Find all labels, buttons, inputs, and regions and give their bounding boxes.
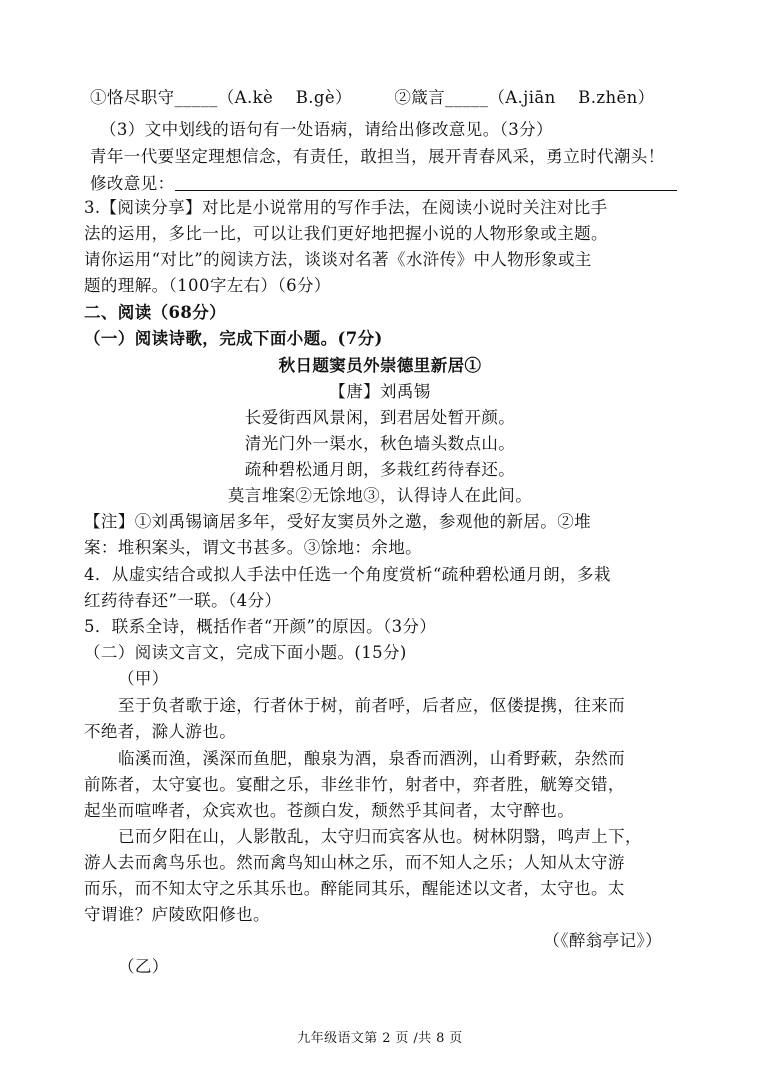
part2-heading: （二）阅读文言文，完成下面小题。(15分) <box>84 643 407 662</box>
poem-title: 秋日题窦员外崇德里新居① <box>278 356 482 375</box>
passage-line-8: 而乐，而不知太守之乐其乐也。醉能同其乐，醒能述以文者，太守也。太 <box>84 879 625 898</box>
part1-heading: （一）阅读诗歌，完成下面小题。(7分) <box>84 329 383 348</box>
q3-reading-share-line-1: 3.【阅读分享】对比是小说常用的写作手法，在阅读小说时关注对比手 <box>84 198 608 217</box>
poem-author: 【唐】刘禹锡 <box>329 382 431 401</box>
passage-line-2: 不绝者，滁人游也。 <box>84 722 237 741</box>
poem-line-1: 长爱街西风景闲，到君居处暂开颜。 <box>244 408 516 427</box>
pinyin-question-line: ①恪尽职守_____（A.kè B.gè） ②箴言_____（A.jiān B.zhēn） <box>90 88 655 107</box>
passage-line-9: 守谓谁？庐陵欧阳修也。 <box>84 905 270 924</box>
q5: 5．联系全诗，概括作者“开颜”的原因。（3分） <box>84 617 437 636</box>
poem-line-3: 疏种碧松通月朗，多栽红药待春还。 <box>244 460 516 479</box>
q3-reading-share-line-4: 题的理解。（100字左右）（6分） <box>84 276 331 295</box>
poem-note-line-2: 案：堆积案头，谓文书甚多。③馀地：余地。 <box>84 538 422 557</box>
yi-label: （乙） <box>118 957 169 976</box>
poem-line-4: 莫言堆案②无馀地③，认得诗人在此间。 <box>227 486 533 505</box>
passage-line-4: 前陈者，太守宴也。宴酣之乐，非丝非竹，射者中，弈者胜，觥筹交错， <box>84 775 625 794</box>
q3-prompt: （3）文中划线的语句有一处语病，请给出修改意见。（3分） <box>100 120 553 139</box>
passage-line-7: 游人去而禽鸟乐也。然而禽鸟知山林之乐，而不知人之乐；人知从太守游 <box>84 853 625 872</box>
q3-reading-share-line-3: 请你运用“对比”的阅读方法，谈谈对名著《水浒传》中人物形象或主 <box>84 250 592 269</box>
q3-answer-blank[interactable] <box>175 174 677 191</box>
q3-sentence: 青年一代要坚定理想信念，有责任，敢担当，展开青春风采，勇立时代潮头！ <box>90 147 665 166</box>
passage-line-6: 已而夕阳在山，人影散乱，太守归而宾客从也。树林阴翳，鸣声上下， <box>118 827 642 846</box>
section-heading: 二、阅读（68分） <box>84 303 227 322</box>
poem-line-2: 清光门外一渠水，秋色墙头数点山。 <box>244 434 516 453</box>
passage-line-5: 起坐而喧哗者，众宾欢也。苍颜白发，颓然乎其间者，太守醉也。 <box>84 801 575 820</box>
page-footer: 九年级语文第 2 页 /共 8 页 <box>297 1031 463 1046</box>
poem-note-line-1: 【注】①刘禹锡谪居多年，受好友窦员外之邀，参观他的新居。②堆 <box>84 512 591 531</box>
jia-label: （甲） <box>118 669 169 688</box>
q4-line-2: 红药待春还”一联。（4分） <box>84 591 282 610</box>
q3-reading-share-line-2: 法的运用，多比一比，可以让我们更好地把握小说的人物形象或主题。 <box>84 224 608 243</box>
passage-line-1: 至于负者歌于途，行者休于树，前者呼，后者应，伛偻提携，往来而 <box>118 696 625 715</box>
q3-answer-line <box>90 172 677 196</box>
q3-answer-label: 修改意见： <box>90 174 175 193</box>
passage-source: （《醉翁亭记》） <box>543 931 662 950</box>
q4-line-1: 4．从虚实结合或拟人手法中任选一个角度赏析“疏种碧松通月朗，多栽 <box>84 565 611 584</box>
passage-line-3: 临溪而渔，溪深而鱼肥，酿泉为酒，泉香而酒洌，山肴野蔌，杂然而 <box>118 749 625 768</box>
